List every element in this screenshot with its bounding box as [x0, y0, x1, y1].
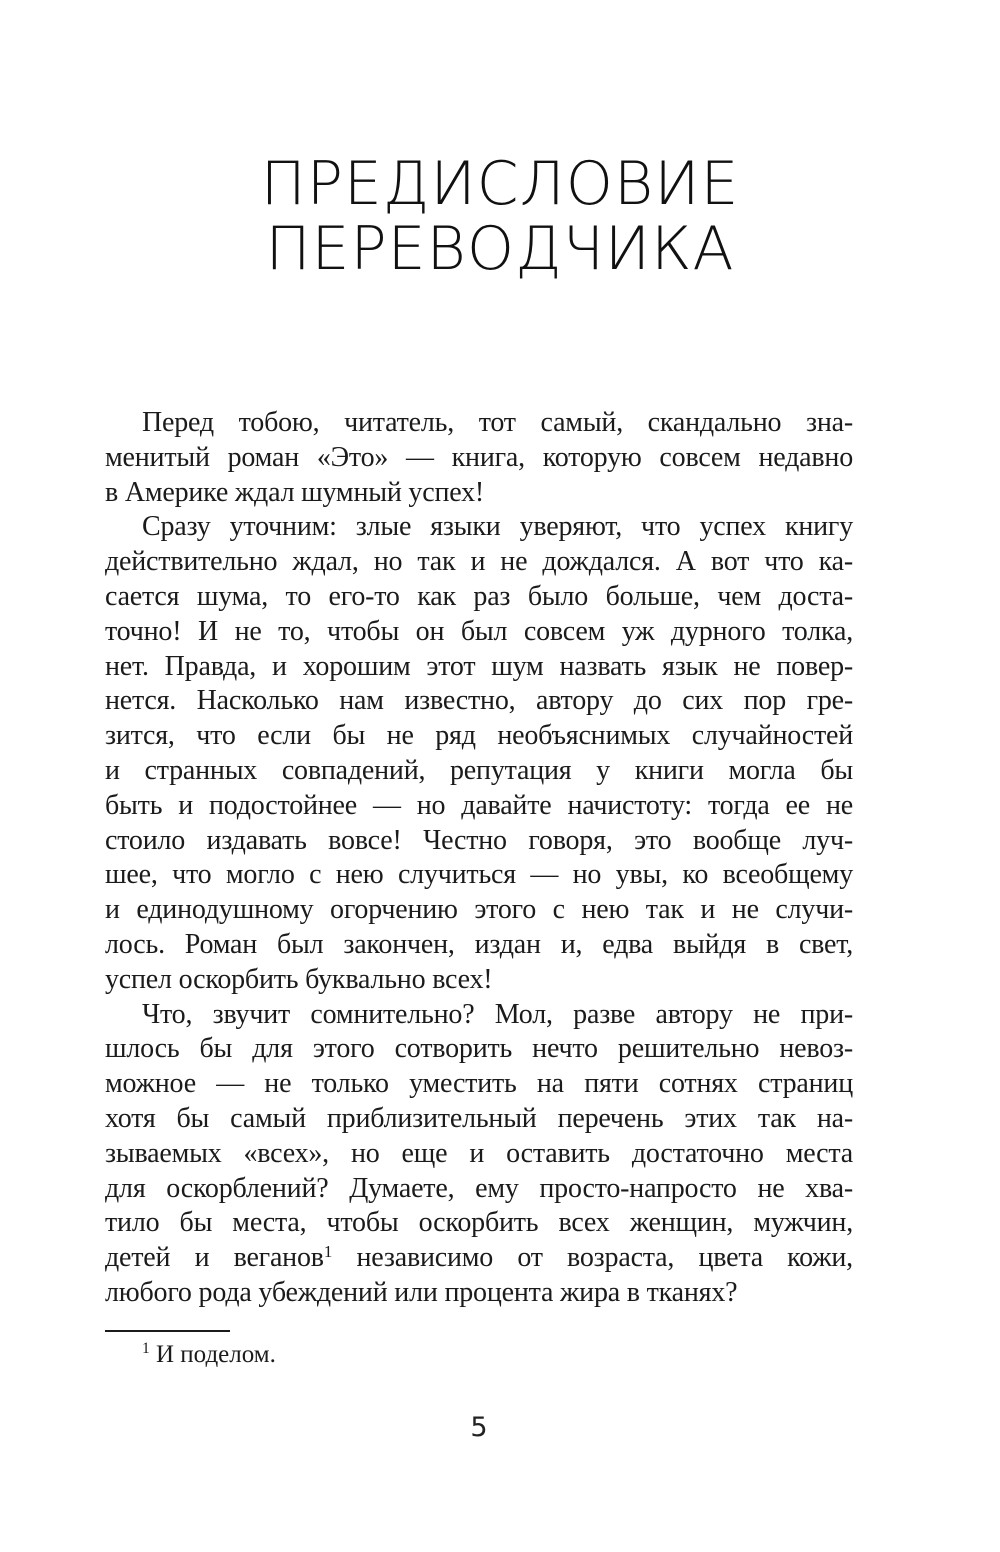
chapter-title-line-1: ПРЕДИСЛОВИЕ	[260, 149, 740, 219]
text-line: менитый роман «Это» — книга, которую совсем недавно	[105, 441, 853, 473]
footnote-reference: 1	[323, 1241, 333, 1261]
text-line: хотя бы самый приблизительный перечень этих так на-	[105, 1102, 853, 1134]
body-text	[105, 406, 853, 1311]
text-line: в Америке ждал шумный успех!	[105, 476, 485, 508]
page-number: 5	[470, 1412, 488, 1443]
text-line: зится, что если бы не ряд необъяснимых случайностей	[105, 720, 853, 752]
footnote	[105, 1340, 853, 1370]
text-line: тило бы места, чтобы оскорбить всех женщин, мужчин,	[105, 1207, 853, 1239]
text-line	[105, 1241, 853, 1276]
text-line: для оскорблений? Думаете, ему просто-напросто не хва-	[105, 1172, 853, 1204]
text-line: зываемых «всех», но еще и оставить достаточно места	[105, 1137, 853, 1169]
text-line-segment: детей и веганов	[105, 1242, 324, 1274]
text-line: действительно ждал, но так и не дождался. А вот что ка-	[105, 546, 853, 578]
footnote-marker: 1	[142, 1340, 150, 1358]
text-line: и странных совпадений, репутация у книги могла бы	[105, 754, 853, 786]
text-line: быть и подостойнее — но давайте начистоту: тогда ее не	[105, 789, 853, 821]
text-line: Сразу уточним: злые языки уверяют, что успех книгу	[142, 511, 853, 543]
footnote-separator	[105, 1330, 230, 1332]
text-line: нет. Правда, и хорошим этот шум назвать язык не повер-	[105, 650, 853, 682]
chapter-title	[0, 149, 1000, 284]
text-line-segment: независимо от возраста, цвета кожи,	[332, 1242, 853, 1274]
footnote-text: И поделом.	[149, 1341, 276, 1368]
text-line: успел оскорбить буквально всех!	[105, 963, 493, 995]
text-line: шее, что могло с нею случиться — но увы, ко всеобщему	[105, 859, 853, 891]
text-line: лось. Роман был закончен, издан и, едва выйдя в свет,	[105, 928, 853, 960]
chapter-title-line-2: ПЕРЕВОДЧИКА	[265, 214, 735, 284]
text-line: Перед тобою, читатель, тот самый, скандально зна-	[142, 407, 853, 438]
text-line: можное — не только уместить на пяти сотнях страниц	[105, 1068, 853, 1100]
text-line: любого рода убеждений или процента жира в тканях?	[105, 1276, 738, 1308]
text-line: точно! И не то, чтобы он был совсем уж дурного толка,	[105, 615, 853, 647]
text-line: Что, звучит сомнительно? Мол, разве автору не при-	[142, 998, 853, 1030]
text-line: шлось бы для этого сотворить нечто решительно невоз-	[105, 1033, 853, 1065]
text-line: сается шума, то его-то как раз было больше, чем доста-	[105, 580, 853, 612]
text-line: и единодушному огорчению этого с нею так и не случи-	[105, 894, 853, 926]
text-line: нется. Насколько нам известно, автору до сих пор гре-	[105, 685, 853, 717]
text-line: стоило издавать вовсе! Честно говоря, это вообще луч-	[105, 824, 853, 856]
